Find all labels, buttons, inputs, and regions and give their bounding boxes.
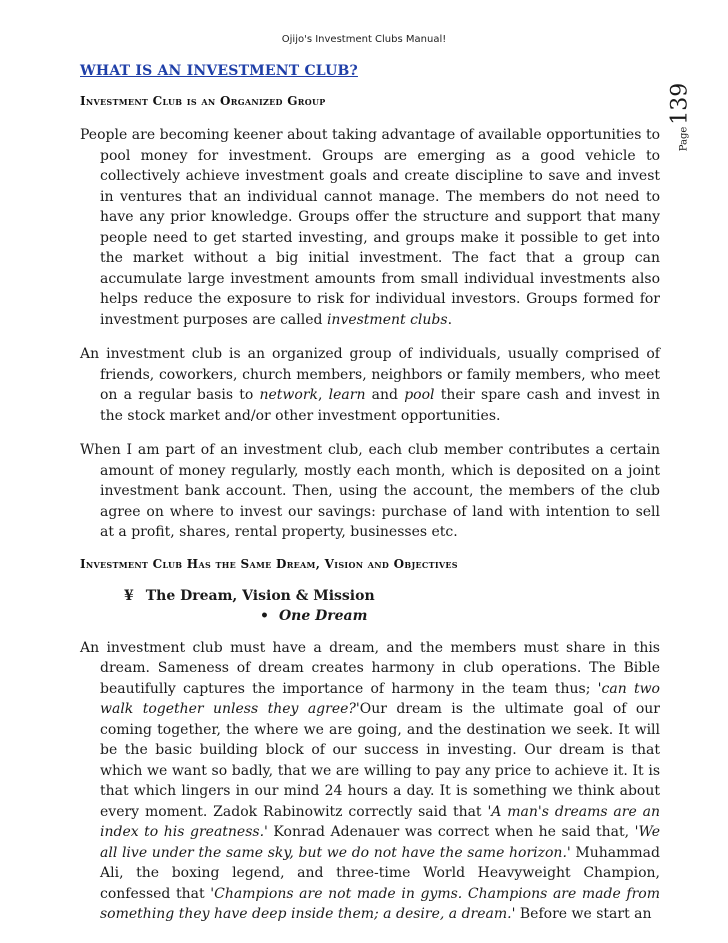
bullet-one-dream bbox=[260, 608, 660, 624]
p4-text-g: Muhammad Ali, the boxing legend, and three-time World Heavyweight Champion, confessed that bbox=[100, 844, 660, 902]
yen-bullet-icon: ¥ bbox=[124, 587, 134, 604]
paragraph-definition bbox=[80, 344, 660, 426]
p2-text: An investment club is an organized group of individuals, usually comprised of friends, coworkers, church members, neighbors or family members, who meet on a regular basis to bbox=[80, 346, 660, 403]
p2-sep2: and bbox=[365, 387, 405, 403]
p2-network: network bbox=[259, 387, 318, 403]
running-header: Ojijo's Investment Clubs Manual! bbox=[281, 34, 447, 45]
page-number bbox=[660, 72, 700, 162]
paragraph-dream bbox=[80, 638, 660, 925]
dot-bullet-icon: • bbox=[260, 607, 269, 624]
p4-quote-rabinowitz: 'A man's dreams are an index to his greatness.' bbox=[100, 803, 660, 840]
p4-quote-ali: 'Champions are not made in gyms. Champions are made from something they have deep inside them; a desire, a dream.' bbox=[100, 885, 660, 922]
p4-text-c: Our dream is the ultimate goal of our coming together, the where we are going, and the destination we seek. It will be the basic building block of our success in investing. Our dream is that which we want so badly, that we are willing to pay any price to achieve it. It is that which lingers in our mind 24 hours a day. It is something we think about every moment. Zadok Rabinowitz correctly said that bbox=[100, 701, 660, 820]
p4-quote-adenauer: 'We all live under the same sky, but we do not have the same horizon.' bbox=[100, 824, 660, 861]
subheading-organized-group: Investment Club is an Organized Group bbox=[80, 94, 326, 108]
p4-text-e: Konrad Adenauer was correct when he said that, bbox=[267, 824, 635, 840]
page-value: 139 bbox=[667, 82, 693, 125]
p4-quote-bible: 'can two walk together unless they agree?' bbox=[100, 680, 660, 717]
section-title: WHAT IS AN INVESTMENT CLUB? bbox=[80, 63, 358, 79]
p1-text: People are becoming keener about taking advantage of available opportunities to pool money for investment. Groups are emerging as a good vehicle to collectively achieve investment goals and create discipline to save and invest in ventures that an individual cannot manage. The members do not need to have any prior knowledge. Groups offer the structure and support that many people need to get started investing, and groups make it possible to get into the market without a big initial investment. The fact that a group can accumulate large investment amounts from small individual investments also helps reduce the exposure to risk for individual investors. Groups formed for investment purposes are called bbox=[80, 127, 660, 328]
bullet-dream-vision-mission bbox=[124, 588, 660, 604]
bullet-one-dream-text: One Dream bbox=[278, 607, 368, 624]
p2-learn: learn bbox=[328, 387, 366, 403]
p2-end: their spare cash and invest in the stock market and/or other investment opportunities. bbox=[100, 387, 660, 424]
p1-emphasis: investment clubs bbox=[326, 311, 448, 328]
p4-text-i: Before we start an bbox=[515, 906, 652, 922]
paragraph-pool-money bbox=[80, 125, 660, 330]
p1-end: . bbox=[447, 311, 453, 328]
subheading-same-dream: Investment Club Has the Same Dream, Vision and Objectives bbox=[80, 556, 458, 571]
page-label: Page bbox=[678, 126, 690, 152]
paragraph-contributions: When I am part of an investment club, each club member contributes a certain amount of money regularly, mostly each month, which is deposited on a joint investment bank account. Then, using the account, the members of the club agree on where to invest our savings: purchase of land with intention to sell at a profit, shares, rental property, businesses etc. bbox=[80, 442, 660, 540]
p2-pool: pool bbox=[404, 387, 435, 403]
bullet-dream-vision-mission-text: The Dream, Vision & Mission bbox=[145, 587, 375, 604]
p2-sep1: , bbox=[318, 387, 329, 403]
p4-text-a: An investment club must have a dream, and the members must share in this dream. Sameness of dream creates harmony in club operations. The Bible beautifully captures the importance of harmony in the team thus; bbox=[80, 639, 660, 697]
document-body bbox=[80, 63, 660, 939]
